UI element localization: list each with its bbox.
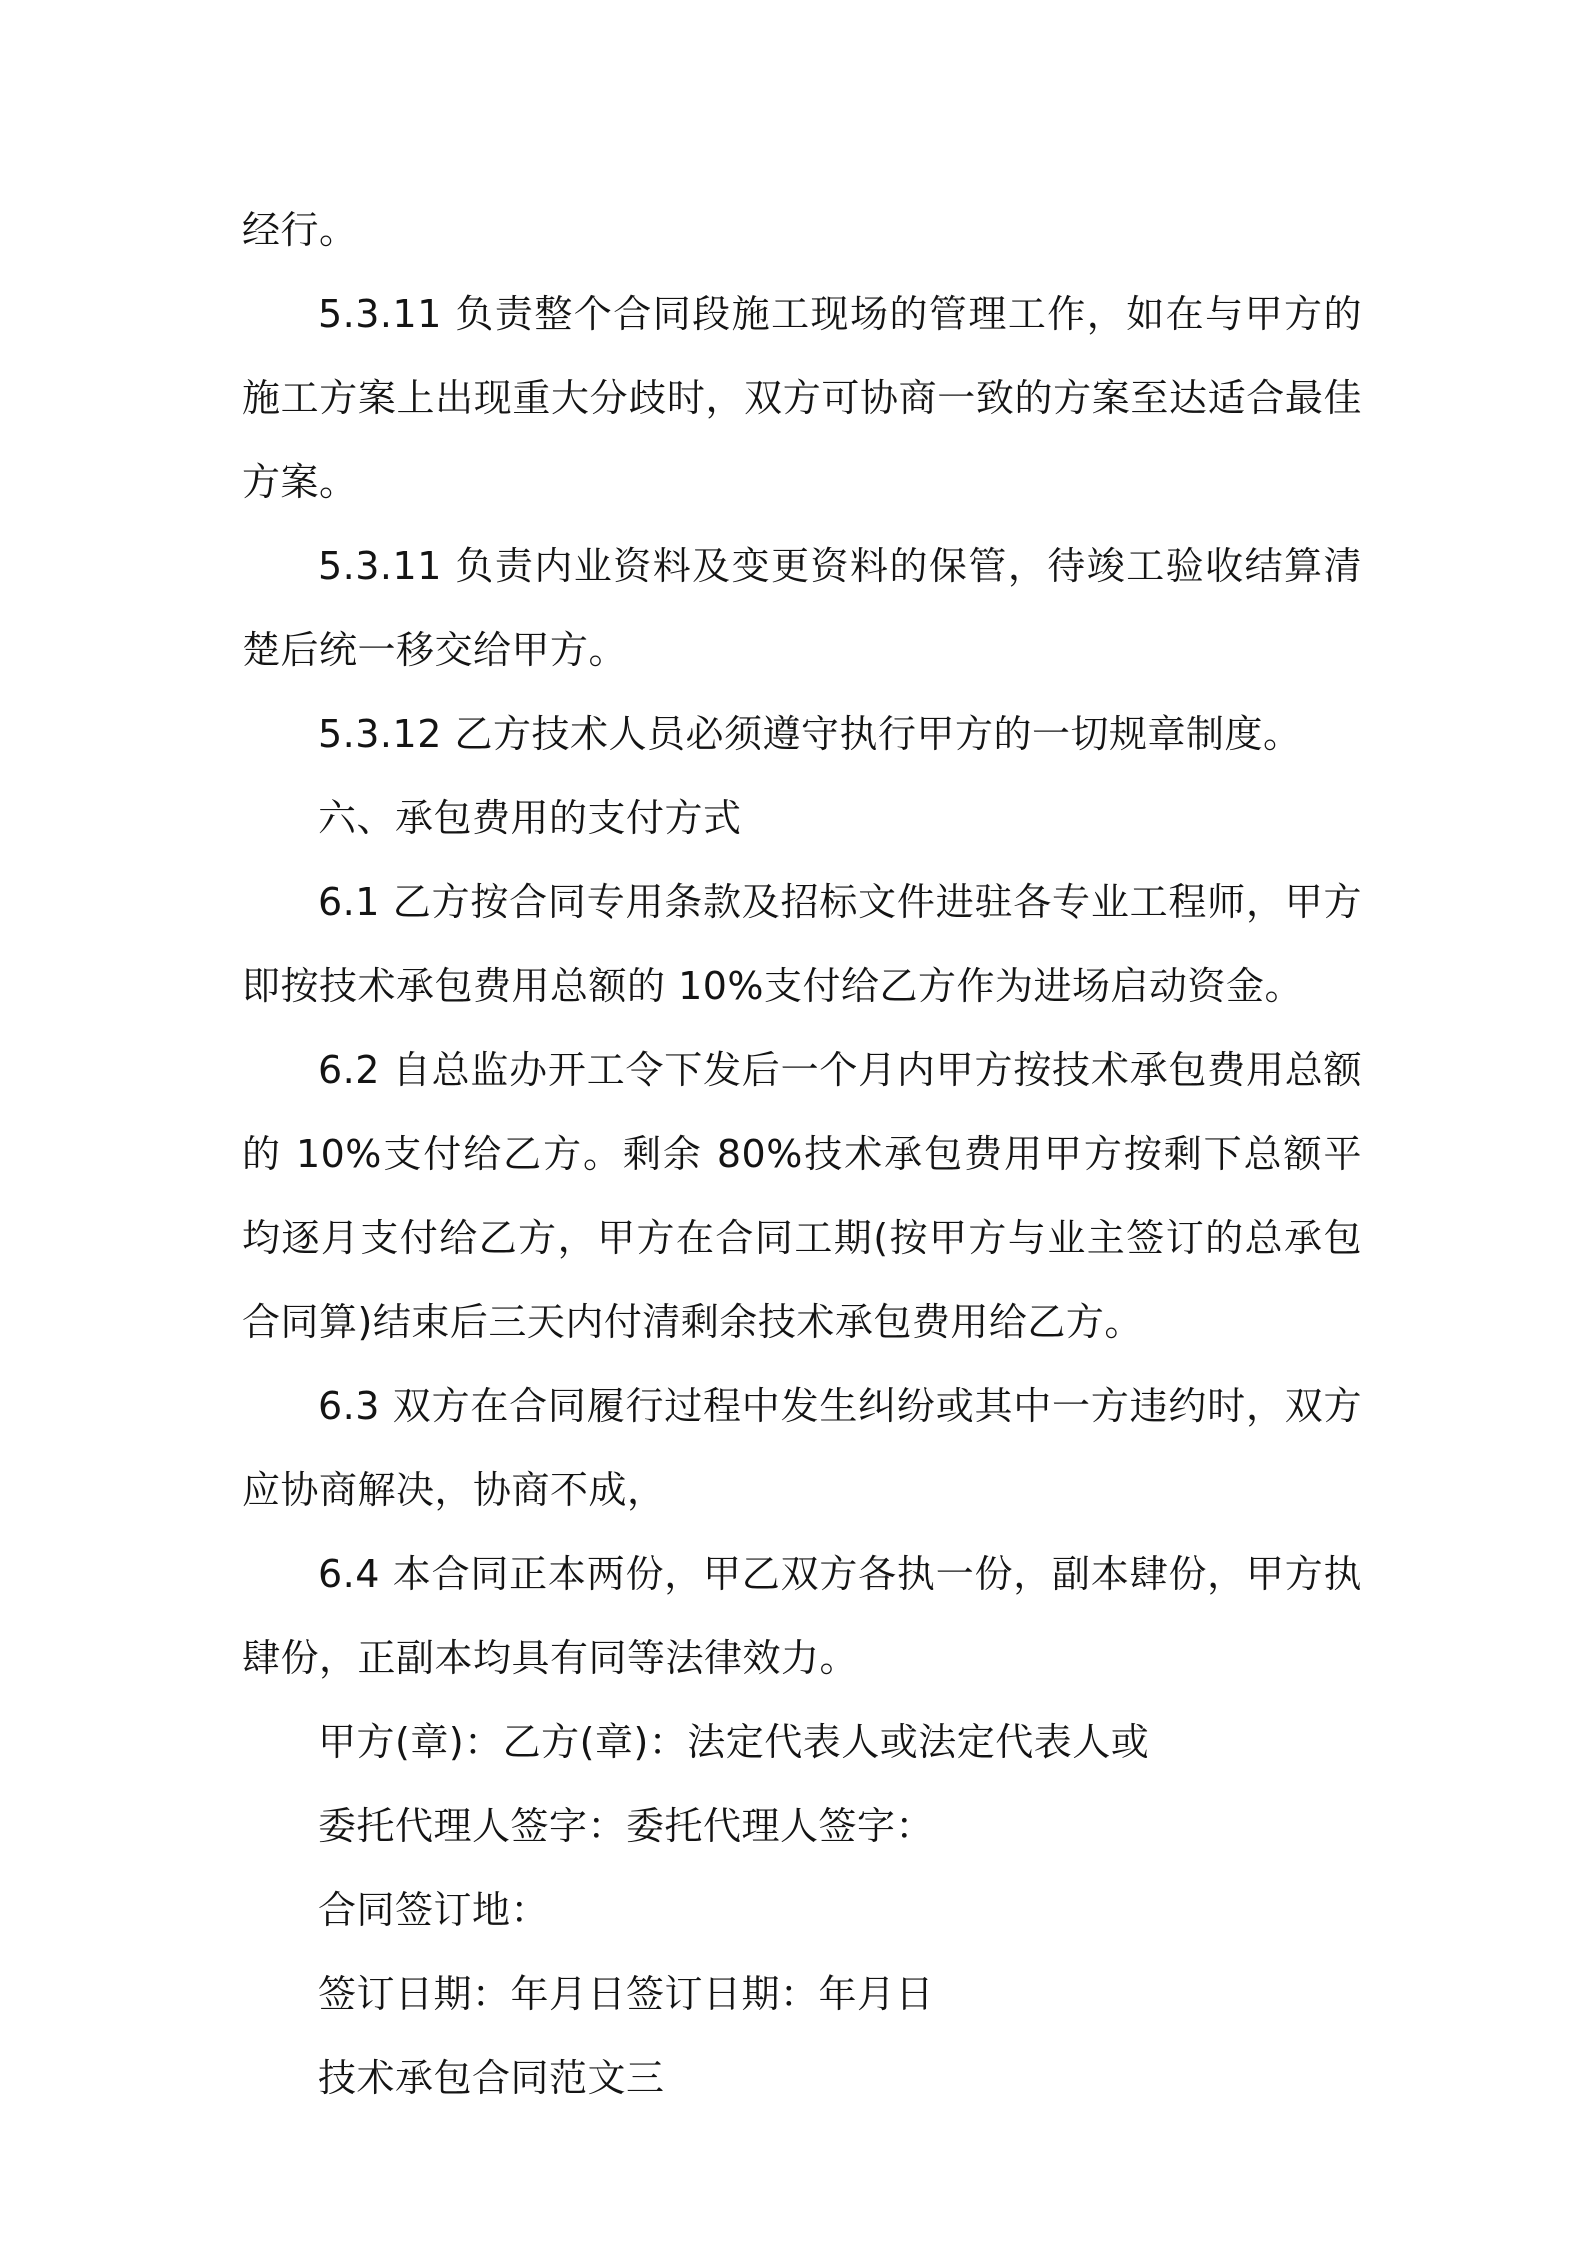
paragraph-clause-6-1: 6.1 乙方按合同专用条款及招标文件进驻各专业工程师，甲方即按技术承包费用总额的 10%支付给乙方作为进场启动资金。	[242, 880, 1362, 1008]
paragraph-clause-6-4: 6.4 本合同正本两份，甲乙双方各执一份，副本肆份，甲方执肆份，正副本均具有同等法律效力。	[242, 1552, 1362, 1680]
next-contract-title: 技术承包合同范文三	[318, 2056, 665, 2100]
paragraph-clause-5-3-12: 5.3.12 乙方技术人员必须遵守执行甲方的一切规章制度。	[318, 712, 1302, 756]
document-body	[242, 188, 1362, 2120]
paragraph-clause-6-2: 6.2 自总监办开工令下发后一个月内甲方按技术承包费用总额的 10%支付给乙方。剩余 80%技术承包费用甲方按剩下总额平均逐月支付给乙方，甲方在合同工期(按甲方与业主签订的总承包合同算)结束后三天内付清剩余技术承包费用给乙方。	[242, 1048, 1362, 1344]
paragraph-clause-6-3: 6.3 双方在合同履行过程中发生纠纷或其中一方违约时，双方应协商解决，协商不成，	[242, 1384, 1362, 1512]
signature-agents-line: 委托代理人签字：委托代理人签字：	[318, 1804, 935, 1848]
paragraph-continuation: 经行。	[242, 208, 358, 252]
signing-date-line: 签订日期：年月日签订日期：年月日	[318, 1972, 935, 2016]
paragraph-clause-5-3-11-a: 5.3.11 负责整个合同段施工现场的管理工作，如在与甲方的施工方案上出现重大分歧时，双方可协商一致的方案至达适合最佳方案。	[242, 292, 1362, 504]
signing-place-line: 合同签订地：	[318, 1888, 550, 1932]
signature-parties-line: 甲方(章)：乙方(章)：法定代表人或法定代表人或	[318, 1720, 1150, 1764]
paragraph-clause-5-3-11-b: 5.3.11 负责内业资料及变更资料的保管，待竣工验收结算清楚后统一移交给甲方。	[242, 544, 1362, 672]
section-heading-payment: 六、承包费用的支付方式	[318, 796, 742, 840]
